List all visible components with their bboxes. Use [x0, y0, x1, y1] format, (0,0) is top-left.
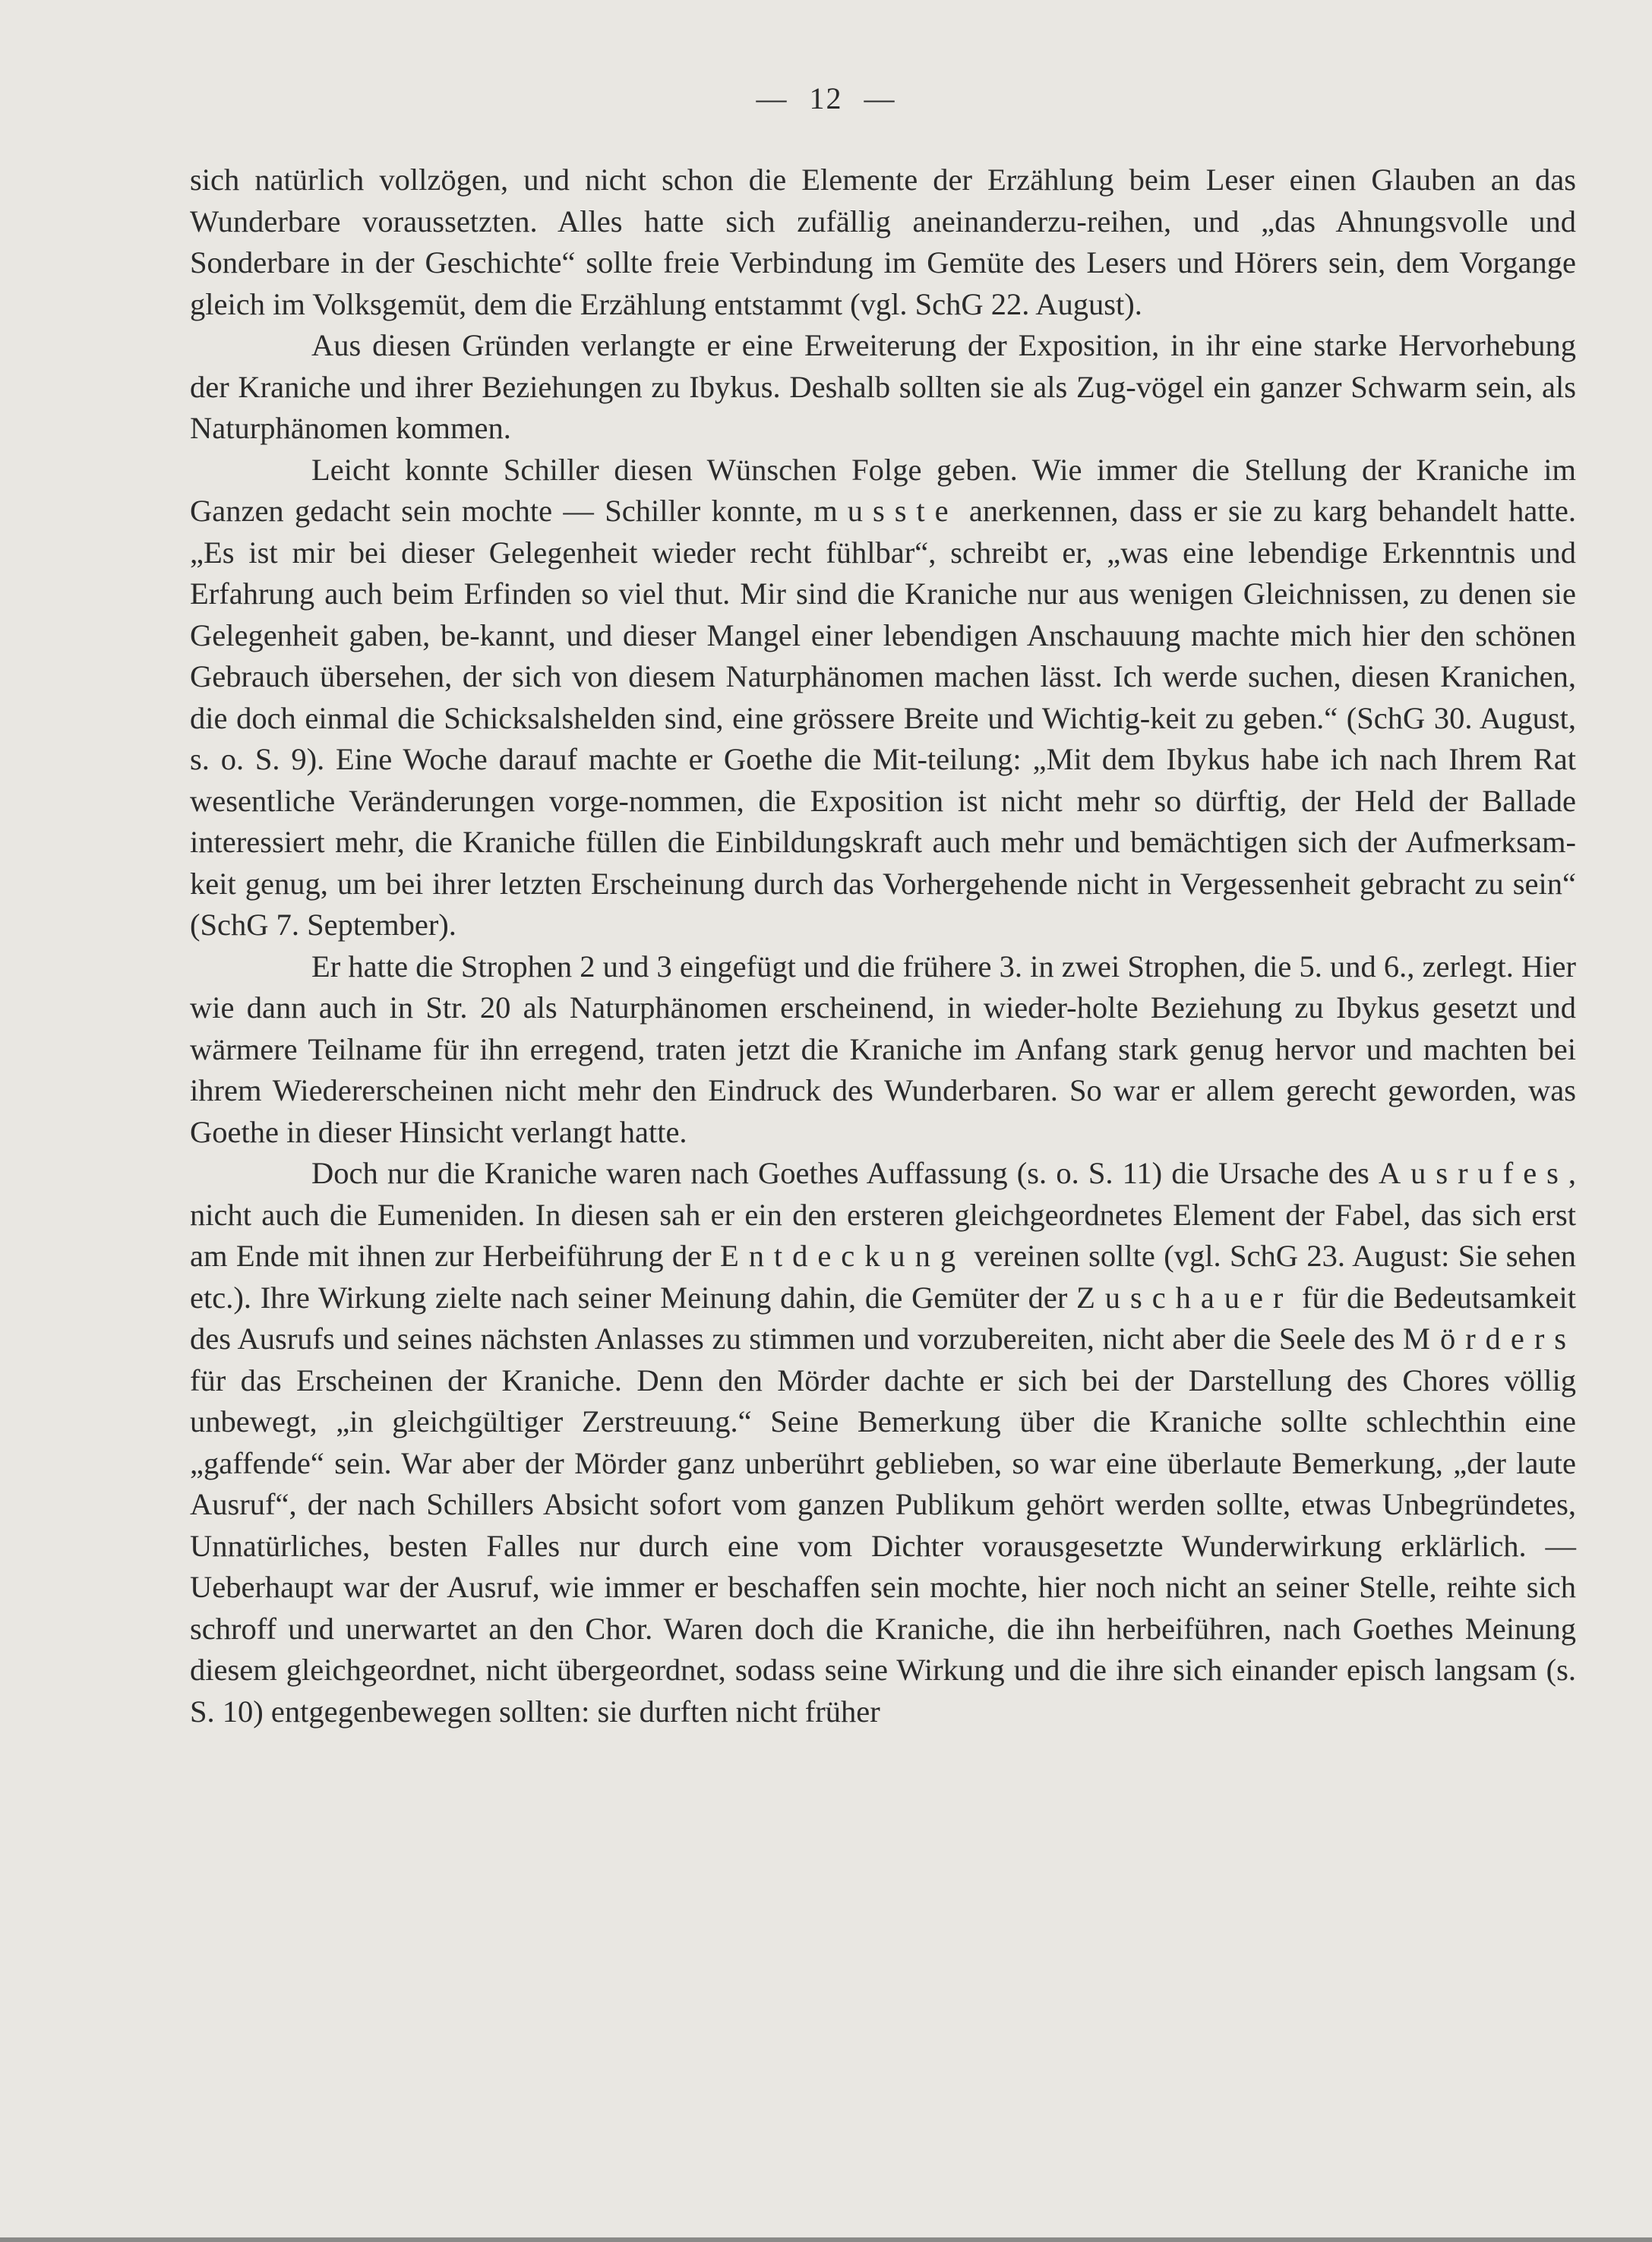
- paragraph-5: [190, 1153, 1576, 1732]
- paragraph-2: [190, 325, 1576, 450]
- page-number-value: 12: [809, 81, 843, 115]
- text-segment: , nicht auch die Eumeniden. In diesen sah er ein den ersteren gleichgeordnetes Element der Fabel, das sich erst am Ende mit ihnen zur Herbeiführung der: [190, 1156, 1576, 1273]
- text-segment: für die Bedeutsamkeit des Ausrufs und seines nächsten Anlasses zu stimmen und vorzubereiten, nicht aber die Seele des: [190, 1280, 1577, 1356]
- text-segment: für das Erscheinen der Kraniche. Denn den Mörder dachte er sich bei der Darstellung des Chores völlig unbewegt, „in gleichgültiger Zerstreuung.“ Seine Bemerkung über die Kraniche sollte schlechthin eine „gaffende“ sein. War aber der Mörder ganz unberührt geblieben, so war eine überlaute Bemerkung, „der laute Ausruf“, der nach Schillers Absicht sofort vom ganzen Publikum gehört werden sollte, etwas Unbegründetes, Unnatürliches, besten Falles nur durch eine vom Dichter vorausgesetzte Wunderwirkung erklärlich. — Ueberhaupt war der Ausruf, wie immer er beschaffen sein mochte, hier noch nicht an seiner Stelle, reihte sich schroff und unerwartet an den Chor. Waren doch die Kraniche, die ihn herbeiführen, nach Goethes Meinung diesem gleichgeordnet, nicht übergeordnet, sodass seine Wirkung und die ihre sich einander episch langsam (s. S. 10) entgegenbewegen sollten: sie durften nicht früher: [190, 1363, 1576, 1729]
- body-text: [190, 159, 1576, 1732]
- emphasized-word: musste: [813, 494, 959, 528]
- page-bottom-edge: [0, 2237, 1652, 2242]
- text-segment: anerkennen, dass er sie zu karg behandelt hatte. „Es ist mir bei dieser Gelegenheit wieder recht fühlbar“, schreibt er, „was eine lebendige Erkenntnis und Erfahrung auch beim Erfinden so viel thut. Mir sind die Kraniche nur aus wenigen Gleichnissen, zu denen sie Gelegenheit gaben, be-kannt, und dieser Mangel einer lebendigen Anschauung machte mich hier den schönen Gebrauch übersehen, der sich von diesem Naturphänomen machen lässt. Ich werde suchen, diesen Kranichen, die doch einmal die Schicksalshelden sind, eine grössere Breite und Wichtig-keit zu geben.“ (SchG 30. August, s. o. S. 9). Eine Woche darauf machte er Goethe die Mit-teilung: „Mit dem Ibykus habe ich nach Ihrem Rat wesentliche Veränderungen vorge-nommen, die Exposition ist nicht mehr so dürftig, der Held der Ballade interessiert mehr, die Kraniche füllen die Einbildungskraft auch mehr und bemächtigen sich der Aufmerksam-keit genug, um bei ihrer letzten Erscheinung durch das Vorhergehende nicht in Vergessenheit gebracht zu sein“ (SchG 7. September).: [190, 494, 1577, 942]
- page-number-dash-left: —: [756, 81, 788, 115]
- emphasized-word: Zuschauer: [1076, 1280, 1293, 1315]
- text-segment: sich natürlich vollzögen, und nicht schon die Elemente der Erzählung beim Leser einen Glauben an das Wunderbare voraussetzten. Alles hatte sich zufällig aneinanderzu-reihen, und „das Ahnungsvolle und Sonderbare in der Geschichte“ sollte freie Verbindung im Gemüte des Lesers und Hörers sein, dem Vorgange gleich im Volksgemüt, dem die Erzählung entstammt (vgl. SchG 22. August).: [190, 163, 1576, 321]
- emphasized-word: Entdeckung: [720, 1239, 966, 1273]
- text-segment: vereinen sollte (vgl. SchG 23. August: Sie sehen etc.). Ihre Wirkung zielte nach seiner Meinung dahin, die Gemüter der: [190, 1239, 1577, 1315]
- page-number: [0, 76, 1652, 122]
- text-segment: Er hatte die Strophen 2 und 3 eingefügt und die frühere 3. in zwei Strophen, die 5. und 6., zerlegt. Hier wie dann auch in Str. 20 als Naturphänomen erscheinend, in wieder-holte Beziehung zu Ibykus gesetzt und wärmere Teilname für ihn erregend, traten jetzt die Kraniche im Anfang stark genug hervor und machten bei ihrem Wiedererscheinen nicht mehr den Eindruck des Wunderbaren. So war er allem gerecht geworden, was Goethe in dieser Hinsicht verlangt hatte.: [190, 949, 1576, 1149]
- page-number-dash-right: —: [864, 81, 896, 115]
- paragraph-1: [190, 159, 1576, 325]
- text-segment: Aus diesen Gründen verlangte er eine Erweiterung der Exposition, in ihr eine starke Hervorhebung der Kraniche und ihrer Beziehungen zu Ibykus. Deshalb sollten sie als Zug-vögel ein ganzer Schwarm sein, als Naturphänomen kommen.: [190, 328, 1576, 445]
- paragraph-3: [190, 450, 1576, 946]
- paragraph-4: [190, 946, 1576, 1154]
- text-segment: Leicht konnte Schiller diesen Wünschen Folge geben. Wie immer die Stellung der Kraniche im Ganzen gedacht sein mochte — Schiller konnte,: [190, 452, 1576, 528]
- emphasized-word: Mörders: [1403, 1322, 1576, 1356]
- text-segment: Doch nur die Kraniche waren nach Goethes Auffassung (s. o. S. 11) die Ursache des: [311, 1156, 1379, 1190]
- emphasized-word: Ausrufes: [1378, 1156, 1568, 1190]
